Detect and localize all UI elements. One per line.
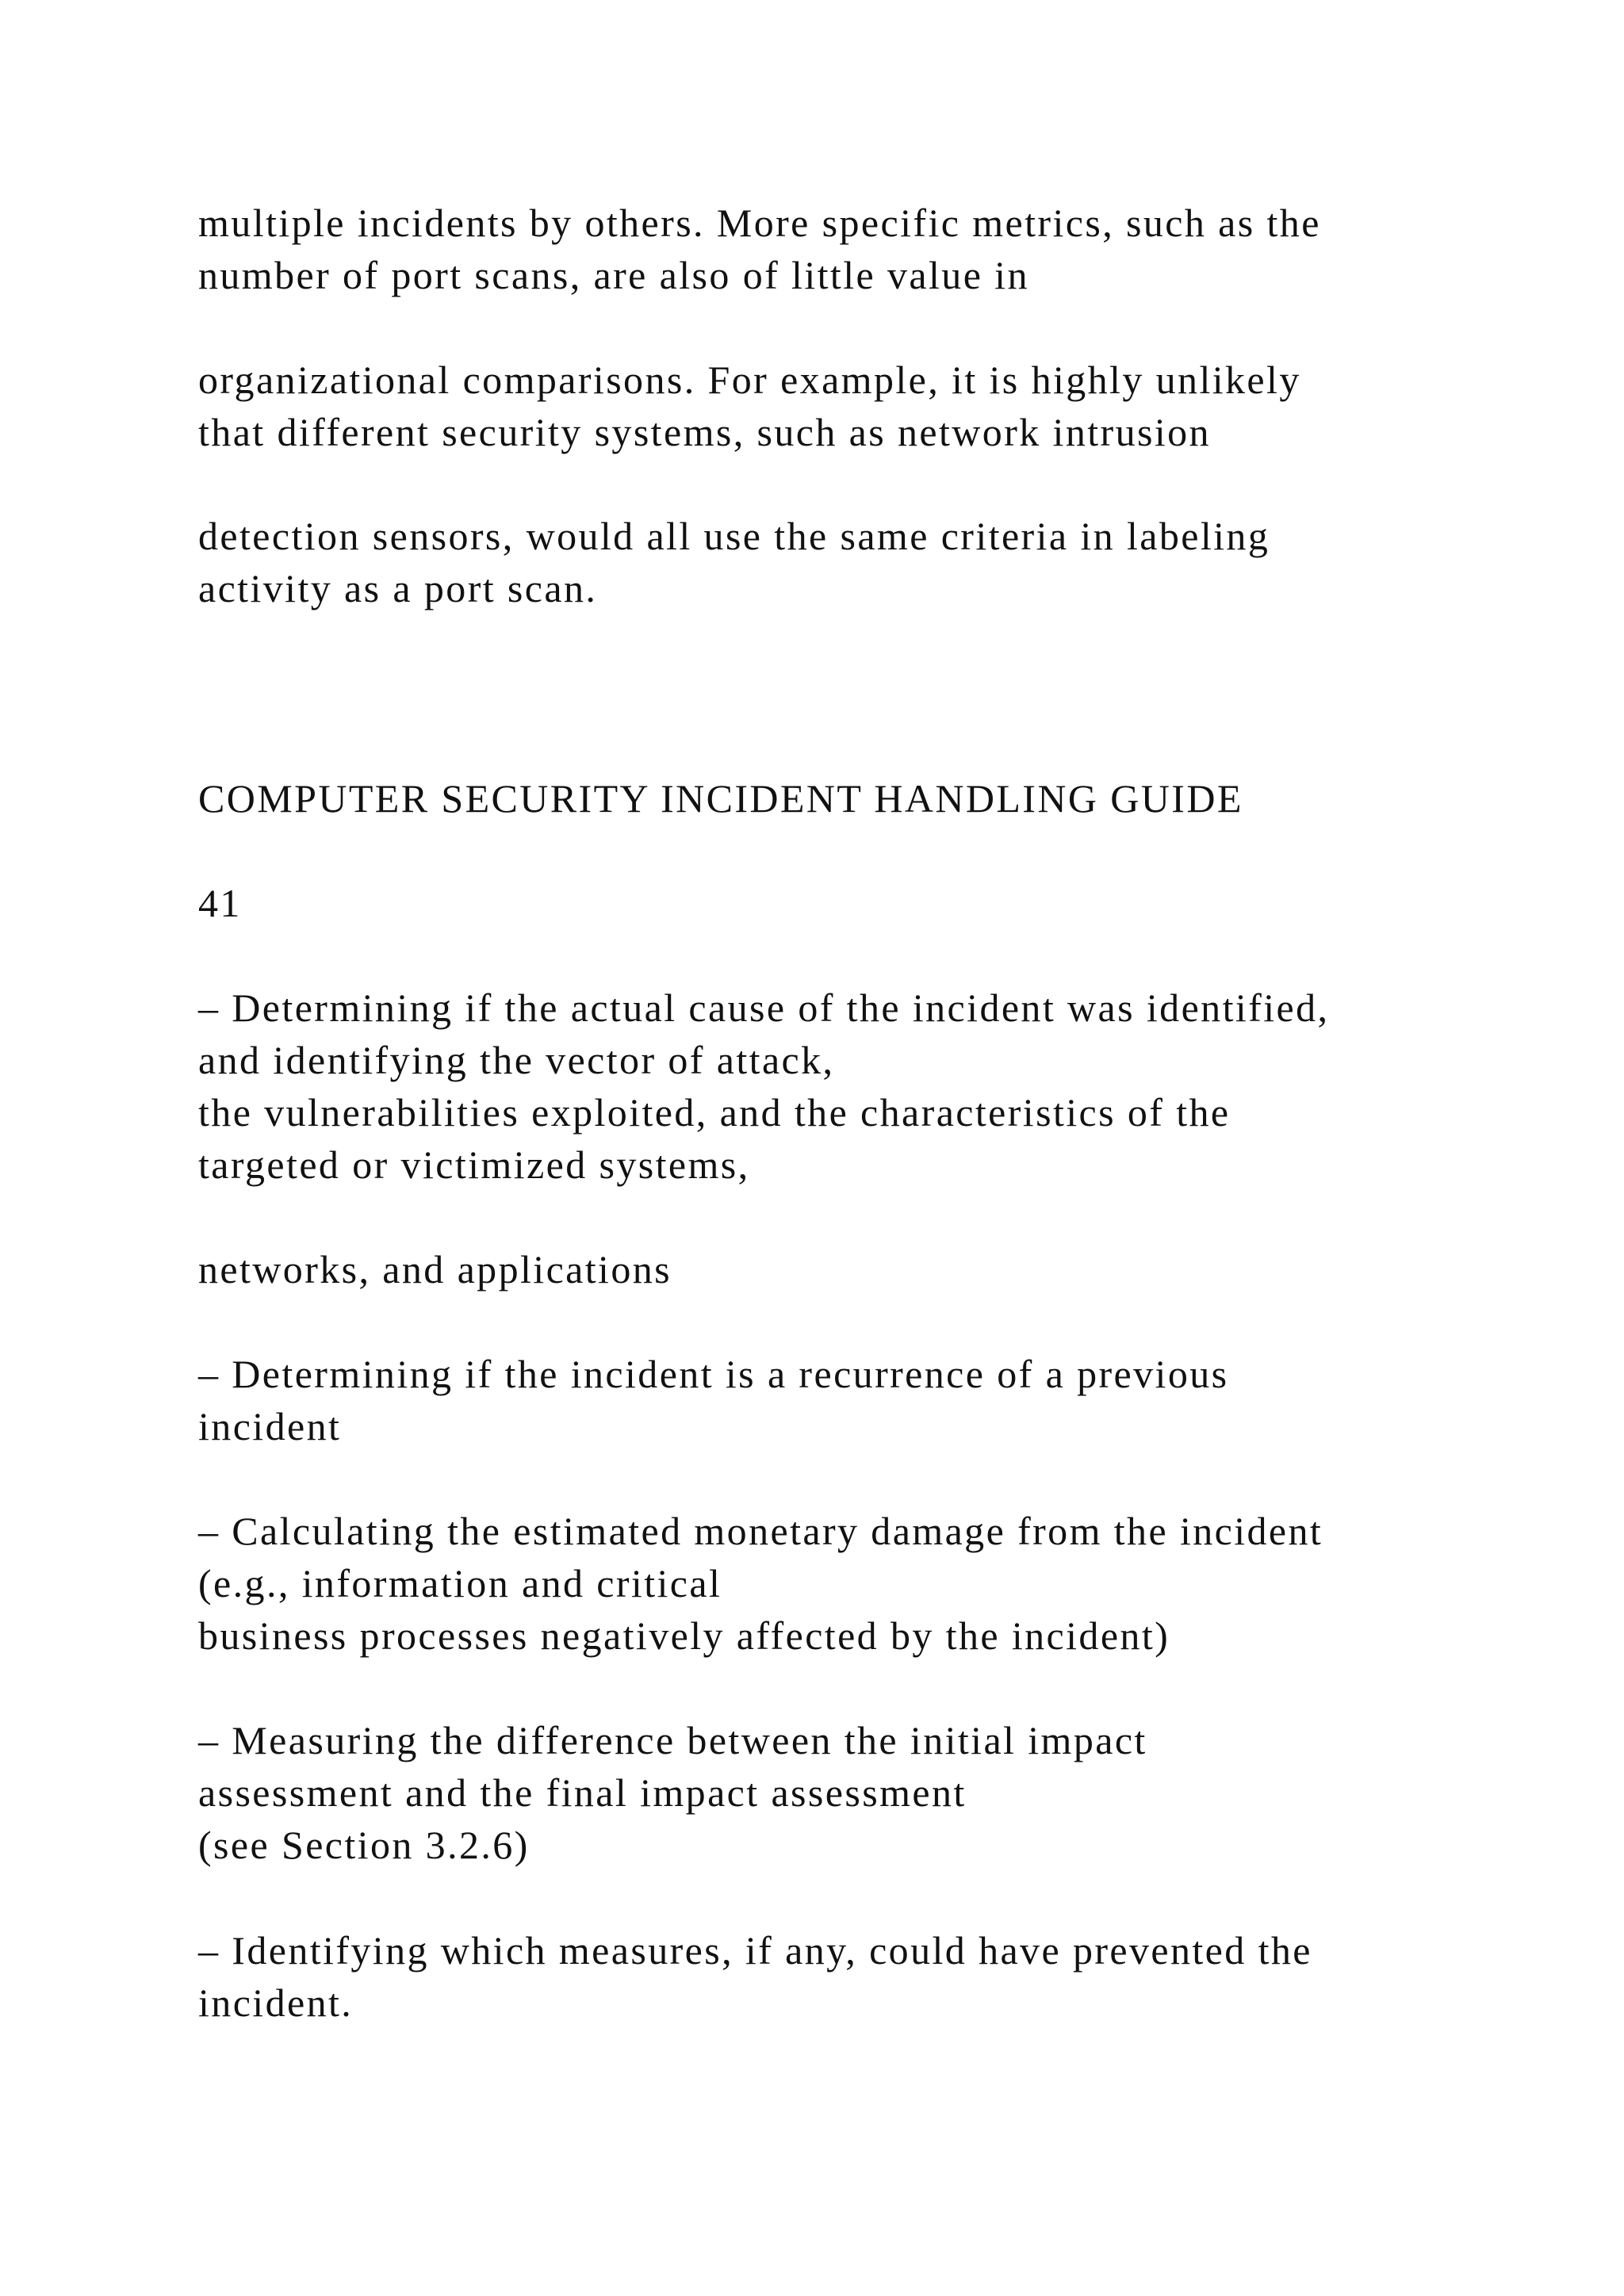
list-item-recurrence [198,1348,1499,1452]
text-line: activity as a port scan. [198,566,598,610]
text-line: networks, and applications [198,1247,672,1292]
list-item-actual-cause [198,982,1499,1191]
text-line: – Determining if the incident is a recurrence of a previous [198,1352,1229,1396]
text-line: organizational comparisons. For example, it is highly unlikely [198,358,1301,402]
text-line: – Calculating the estimated monetary damage from the incident [198,1509,1323,1553]
text-line: targeted or victimized systems, [198,1142,750,1187]
list-item-monetary-damage [198,1505,1499,1662]
text-line: and identifying the vector of attack, [198,1038,835,1082]
paragraph-organizational-comparisons [198,354,1499,458]
text-line: assessment and the final impact assessment [198,1770,967,1815]
text-line: detection sensors, would all use the same criteria in labeling [198,514,1270,558]
text-line: (see Section 3.2.6) [198,1823,530,1867]
text-line: that different security systems, such as network intrusion [198,410,1211,454]
running-header [198,772,1499,825]
text-line: incident. [198,1980,354,2025]
paragraph-port-scan-criteria [198,510,1499,614]
text-line: multiple incidents by others. More specific metrics, such as the [198,201,1321,245]
paragraph-metrics-continuation [198,197,1499,301]
text-line: incident [198,1404,342,1448]
page-number-text: 41 [198,881,242,925]
running-header-text: COMPUTER SECURITY INCIDENT HANDLING GUIDE [198,776,1243,821]
page-number [198,877,1499,929]
list-item-preventive-measures [198,1924,1499,2029]
text-line: business processes negatively affected by the incident) [198,1613,1170,1658]
list-item-actual-cause-continued [198,1243,1499,1295]
text-line: the vulnerabilities exploited, and the characteristics of the [198,1090,1231,1135]
list-item-impact-assessment [198,1714,1499,1871]
text-line: number of port scans, are also of little value in [198,253,1029,297]
text-line: (e.g., information and critical [198,1561,722,1605]
text-line: – Identifying which measures, if any, could have prevented the [198,1928,1312,1973]
text-line: – Measuring the difference between the initial impact [198,1718,1147,1762]
text-line: – Determining if the actual cause of the incident was identified, [198,985,1330,1030]
